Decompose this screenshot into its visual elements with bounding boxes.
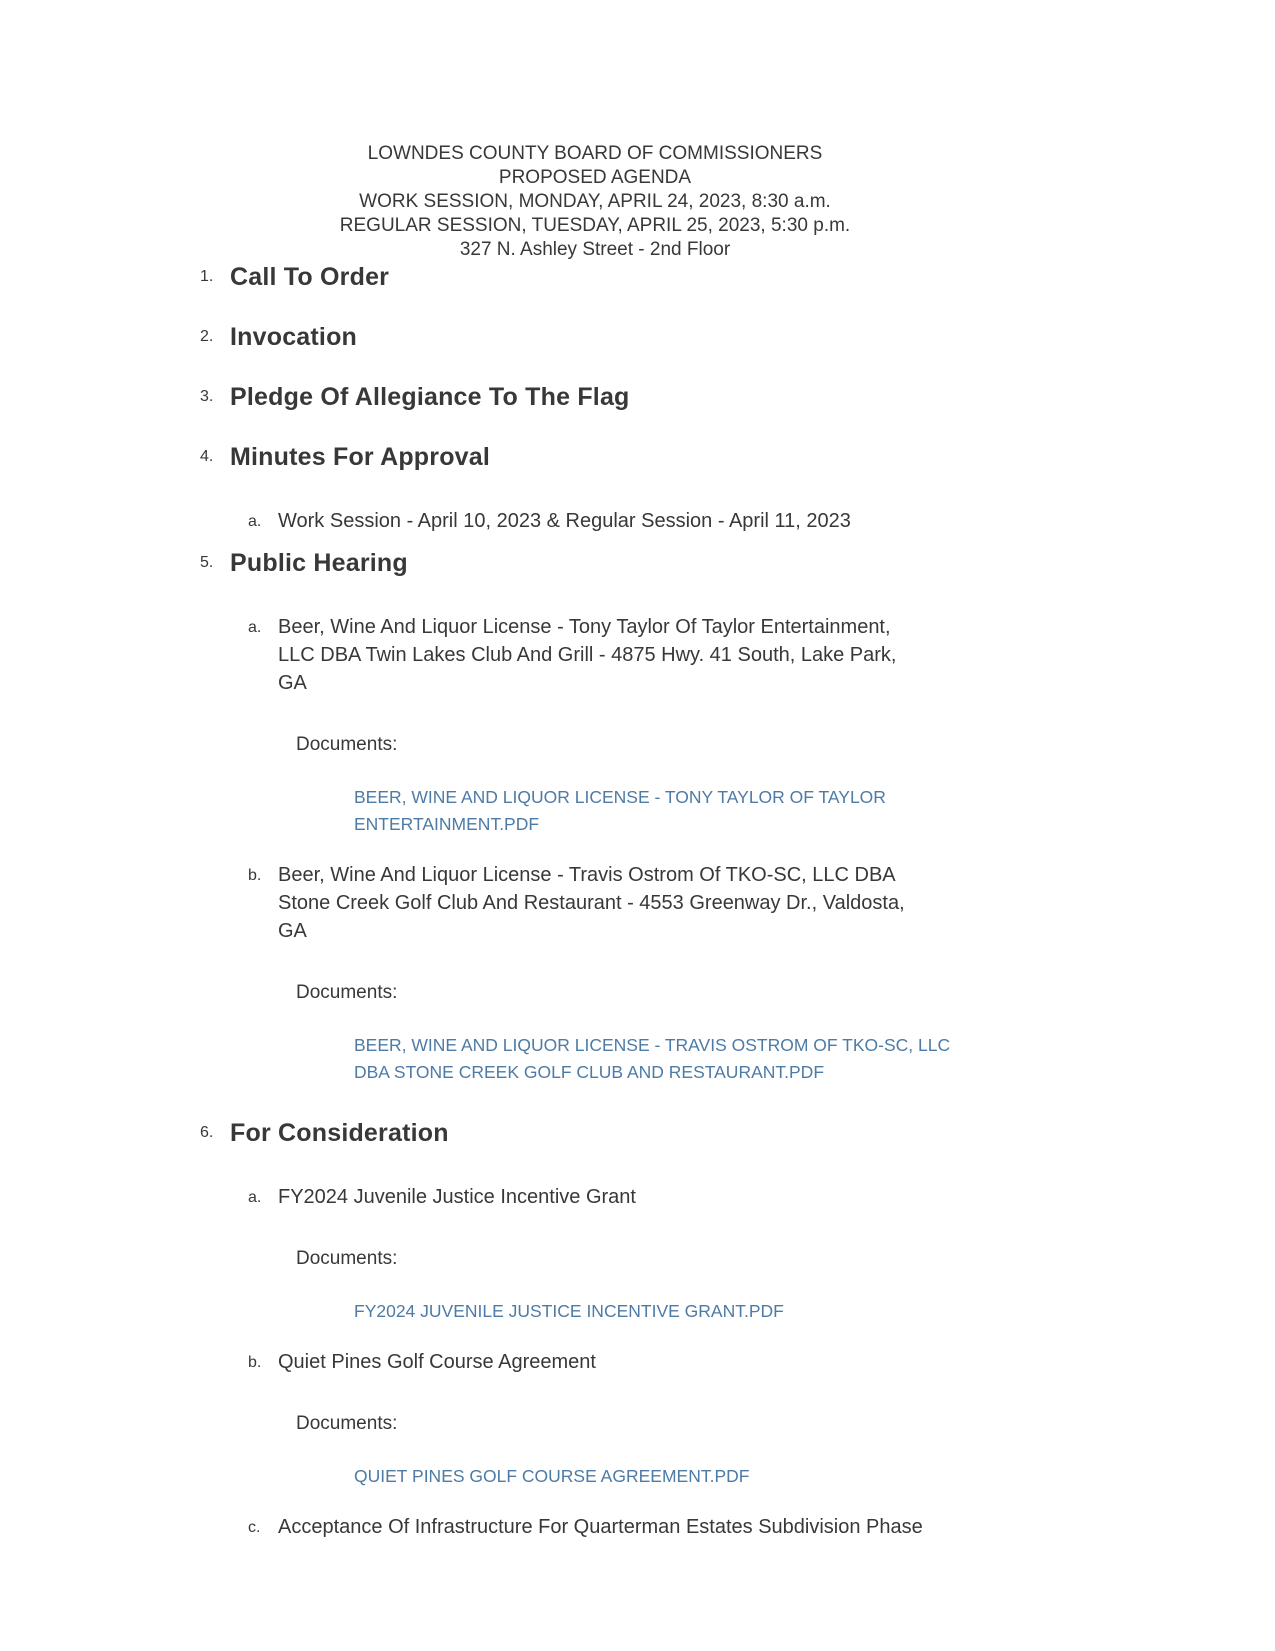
header-line-work-session: WORK SESSION, MONDAY, APRIL 24, 2023, 8:30 a.m. bbox=[359, 191, 831, 212]
header-line-address: 327 N. Ashley Street - 2nd Floor bbox=[459, 239, 731, 260]
agenda-item-text: Work Session - April 10, 2023 & Regular Session - April 11, 2023 bbox=[278, 510, 851, 532]
document-header bbox=[155, 0, 1035, 262]
agenda-item bbox=[248, 1348, 1275, 1376]
documents-label: Documents: bbox=[296, 734, 398, 755]
documents-label: Documents: bbox=[296, 1413, 398, 1434]
section-number: 4. bbox=[200, 448, 214, 465]
section-title: Invocation bbox=[230, 323, 358, 351]
section-title: For Consideration bbox=[230, 1119, 449, 1147]
agenda-item bbox=[248, 613, 1275, 697]
document-link[interactable]: BEER, WINE AND LIQUOR LICENSE - TONY TAYLOR OF TAYLOR ENTERTAINMENT.PDF bbox=[354, 787, 886, 834]
agenda-item-letter: b. bbox=[248, 867, 262, 884]
header-line-org: LOWNDES COUNTY BOARD OF COMMISSIONERS bbox=[367, 143, 823, 164]
section-title: Public Hearing bbox=[230, 549, 408, 577]
agenda-item bbox=[248, 507, 1275, 535]
section-title: Call To Order bbox=[230, 263, 390, 291]
document-link[interactable]: QUIET PINES GOLF COURSE AGREEMENT.PDF bbox=[354, 1466, 750, 1486]
agenda-item-letter: c. bbox=[248, 1519, 261, 1536]
agenda-item-text: Beer, Wine And Liquor License - Tony Taylor Of Taylor Entertainment, LLC DBA Twin Lakes Club And Grill - 4875 Hwy. 41 South, Lake Park, GA bbox=[278, 616, 897, 694]
header-line-regular-session: REGULAR SESSION, TUESDAY, APRIL 25, 2023, 5:30 p.m. bbox=[339, 215, 851, 236]
document-link-group bbox=[354, 784, 1024, 838]
agenda-section-heading bbox=[200, 1118, 1275, 1148]
document-link-group bbox=[354, 1463, 1024, 1490]
agenda-item-text: FY2024 Juvenile Justice Incentive Grant bbox=[278, 1186, 636, 1208]
agenda-section-heading bbox=[200, 322, 1275, 352]
agenda-item-letter: b. bbox=[248, 1354, 262, 1371]
agenda-section-heading bbox=[200, 382, 1275, 412]
section-number: 6. bbox=[200, 1124, 214, 1141]
agenda-section-heading bbox=[200, 262, 1275, 292]
section-number: 1. bbox=[200, 268, 214, 285]
document-link-group bbox=[354, 1032, 1024, 1086]
agenda-section-heading bbox=[200, 442, 1275, 472]
agenda-section-heading bbox=[200, 548, 1275, 578]
section-number: 5. bbox=[200, 554, 214, 571]
agenda-item bbox=[248, 861, 1275, 945]
document-link-group bbox=[354, 1298, 1024, 1325]
documents-label: Documents: bbox=[296, 1248, 398, 1269]
agenda-item-letter: a. bbox=[248, 1189, 262, 1206]
agenda-item-text: Acceptance Of Infrastructure For Quarterman Estates Subdivision Phase bbox=[278, 1516, 923, 1538]
agenda-item-text: Quiet Pines Golf Course Agreement bbox=[278, 1351, 596, 1373]
header-line-doc-type: PROPOSED AGENDA bbox=[498, 167, 692, 188]
section-title: Minutes For Approval bbox=[230, 443, 491, 471]
document-link[interactable]: BEER, WINE AND LIQUOR LICENSE - TRAVIS OSTROM OF TKO-SC, LLC DBA STONE CREEK GOLF CLUB AND RESTAURANT.PDF bbox=[354, 1035, 951, 1082]
documents-label: Documents: bbox=[296, 982, 398, 1003]
agenda-item-letter: a. bbox=[248, 619, 262, 636]
section-number: 2. bbox=[200, 328, 214, 345]
agenda-item bbox=[248, 1513, 1275, 1541]
agenda-body bbox=[0, 262, 1275, 1541]
document-link[interactable]: FY2024 JUVENILE JUSTICE INCENTIVE GRANT.PDF bbox=[354, 1301, 784, 1321]
agenda-item-letter: a. bbox=[248, 513, 262, 530]
section-title: Pledge Of Allegiance To The Flag bbox=[230, 383, 630, 411]
agenda-item-text: Beer, Wine And Liquor License - Travis Ostrom Of TKO-SC, LLC DBA Stone Creek Golf Club And Restaurant - 4553 Greenway Dr., Valdosta, GA bbox=[278, 864, 905, 942]
section-number: 3. bbox=[200, 388, 214, 405]
agenda-item bbox=[248, 1183, 1275, 1211]
